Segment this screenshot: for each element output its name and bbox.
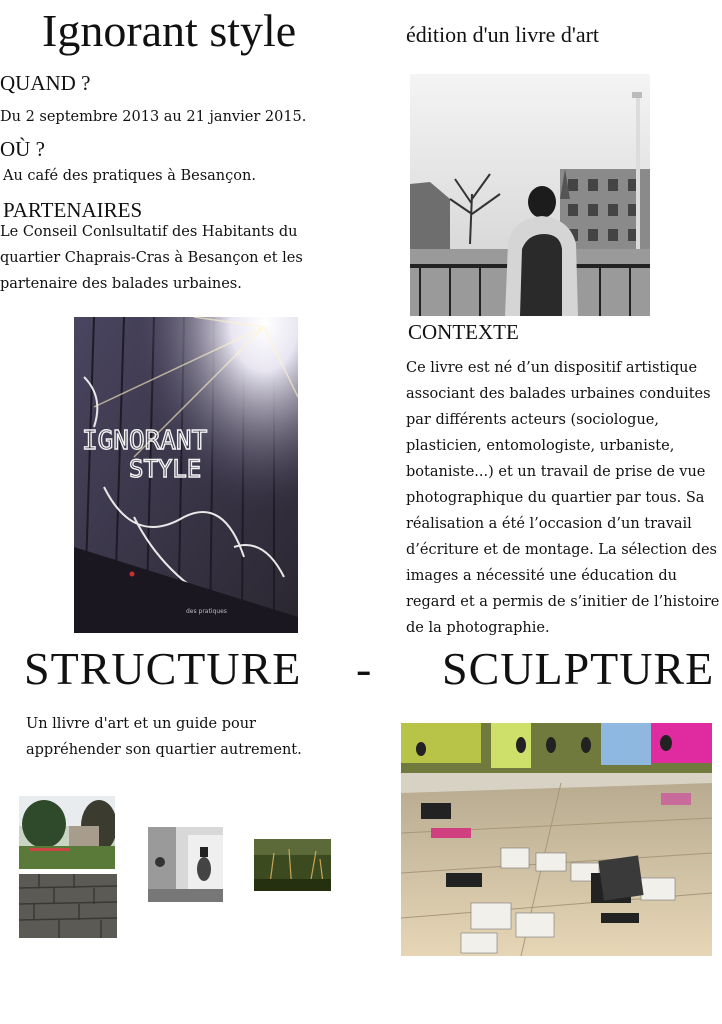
thumbnail-stone-wall <box>19 874 117 938</box>
contexte-line: réalisation a été l’occasion d’un travail <box>406 516 692 532</box>
contexte-line: associant des balades urbaines conduites <box>406 386 711 402</box>
contexte-text <box>406 355 719 641</box>
ou-heading: OÙ ? <box>0 137 45 161</box>
contexte-line: plasticien, entomologiste, urbaniste, <box>406 438 675 454</box>
banner-structure: STRUCTURE <box>24 643 302 694</box>
banner-sculpture: SCULPTURE <box>442 643 715 694</box>
page-subtitle: édition d'un livre d'art <box>406 22 600 47</box>
partenaires-line: Le Conseil Conlsultatif des Habitants du <box>0 224 298 240</box>
contexte-line: de la photographie. <box>406 620 550 636</box>
quand-text: Du 2 septembre 2013 au 21 janvier 2015. <box>0 109 307 125</box>
graffiti-poster <box>74 317 298 633</box>
contexte-line: photographique du quartier par tous. Sa <box>406 490 705 506</box>
thumbnail-hedge <box>254 839 331 891</box>
structure-text <box>26 711 302 763</box>
contexte-line: botaniste...) et un travail de prise de vue <box>406 464 706 480</box>
quand-heading: QUAND ? <box>0 71 91 95</box>
contexte-line: Ce livre est né d’un dispositif artistique <box>406 360 698 376</box>
structure-line: appréhender son quartier autrement. <box>26 742 302 758</box>
partenaires-text <box>0 219 303 297</box>
partenaires-line: partenaire des balades urbaines. <box>0 276 242 292</box>
contexte-line: d’écriture et de montage. La sélection des <box>406 542 717 558</box>
partenaires-heading: PARTENAIRES <box>3 198 143 222</box>
thumbnail-garden <box>19 796 115 869</box>
banner-dash: - <box>356 643 373 694</box>
contexte-line: images a nécessité une éducation du <box>406 568 677 584</box>
graffiti-text-ignorant: IGNORANT <box>82 426 208 456</box>
structure-line: Un llivre d'art et un guide pour <box>26 716 256 732</box>
graffiti-text-style: STYLE <box>129 455 202 483</box>
thumbnail-street-bw <box>148 827 223 902</box>
poster-watermark: des pratiques <box>186 608 227 615</box>
page-title: Ignorant style <box>42 5 297 56</box>
ou-text: Au café des pratiques à Besançon. <box>3 168 256 184</box>
contexte-line: regard et a permis de s’initier de l’histoire <box>406 594 720 610</box>
contexte-heading: CONTEXTE <box>408 320 519 344</box>
bridge-photo <box>410 74 650 316</box>
exhibition-photo <box>401 723 712 956</box>
contexte-line: par différents acteurs (sociologue, <box>406 412 659 428</box>
partenaires-line: quartier Chaprais-Cras à Besançon et les <box>0 250 303 266</box>
